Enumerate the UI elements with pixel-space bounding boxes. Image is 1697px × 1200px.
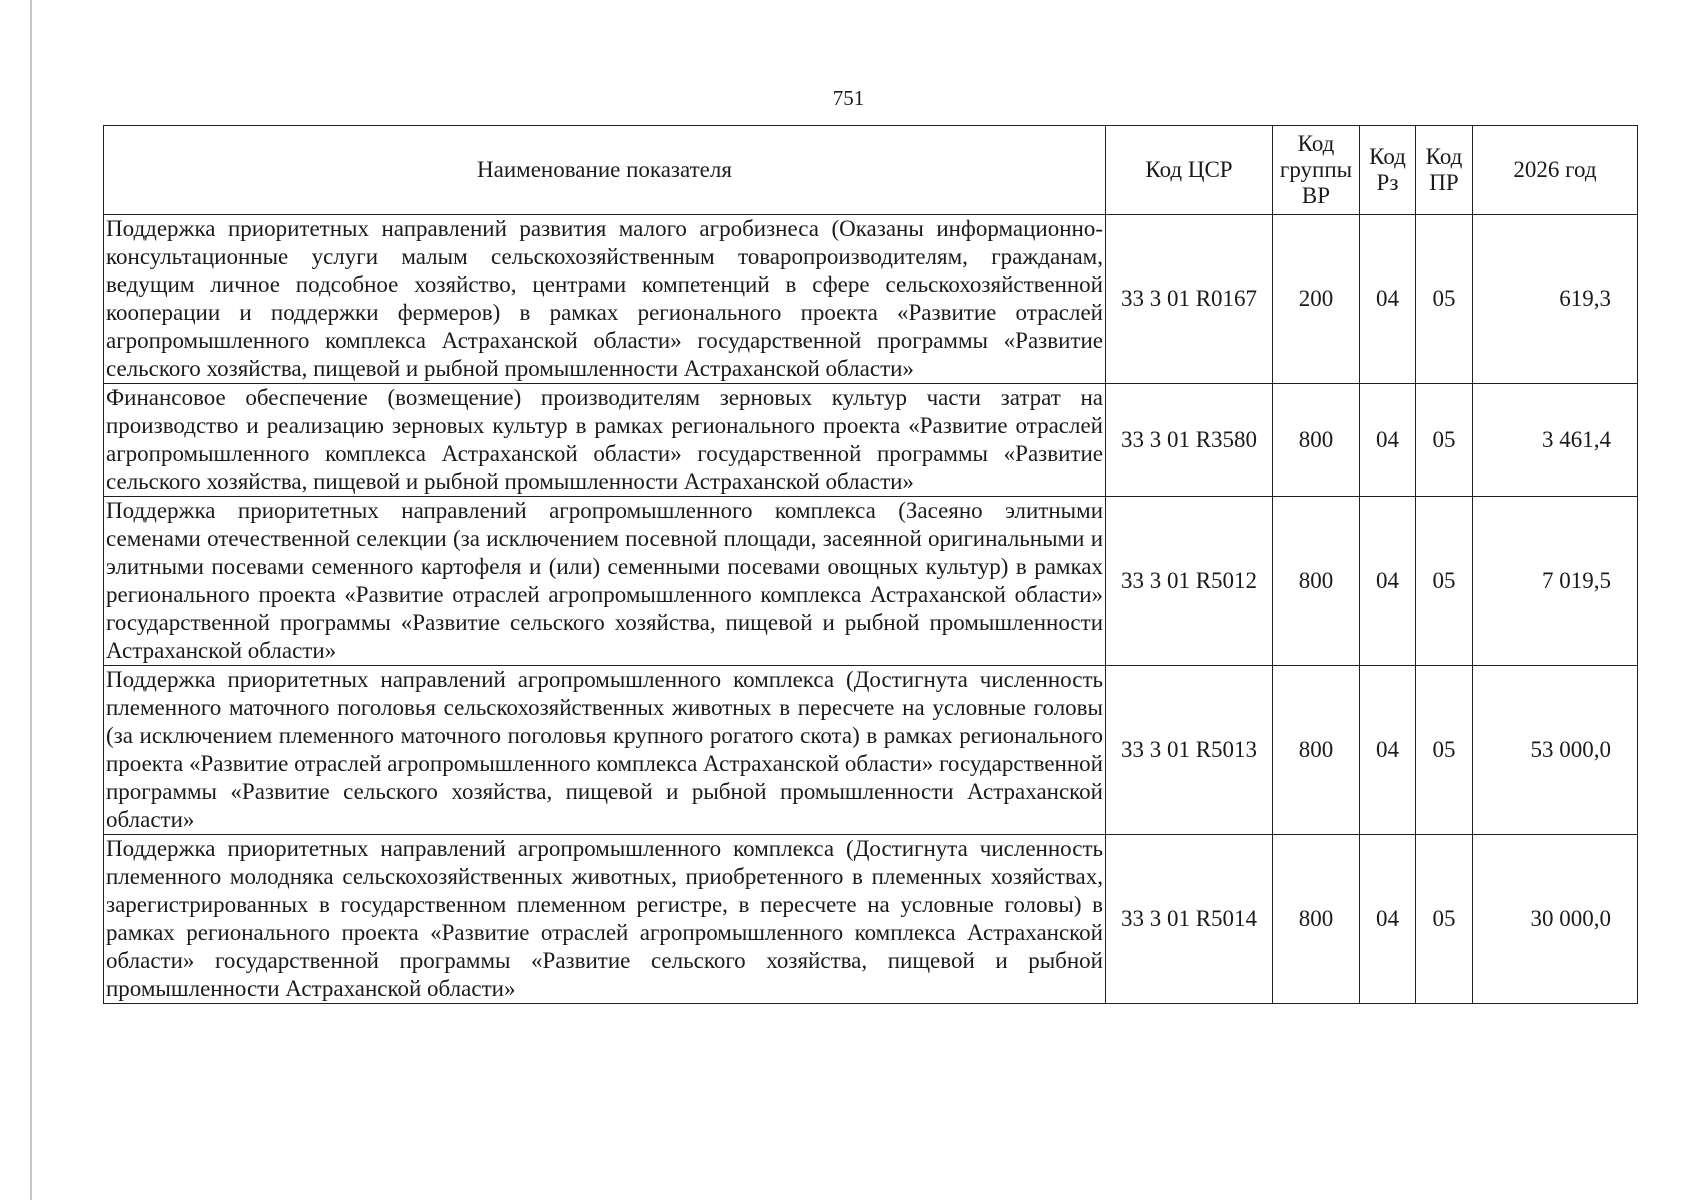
header-rz-code: Код Рз <box>1360 126 1416 215</box>
header-pr-code: Код ПР <box>1416 126 1473 215</box>
row-vr-code: 800 <box>1273 666 1360 835</box>
table-row <box>104 666 1638 835</box>
row-csr-code: 33 3 01 R5014 <box>1106 835 1273 1004</box>
row-csr-code: 33 3 01 R3580 <box>1106 384 1273 497</box>
row-rz-code: 04 <box>1360 497 1416 666</box>
table-row <box>104 384 1638 497</box>
row-indicator-name: Поддержка приоритетных направлений агропромышленного комплекса (Засеяно элитными семенами отечественной селекции (за исключением посевной площади, засеянной оригинальными и элитными посевами семенного картофеля и (или) семенными посевами овощных культур) в рамках регионального проекта «Развитие отраслей агропромышленного комплекса Астраханской области» государственной программы «Развитие сельского хозяйства, пищевой и рыбной промышленности Астраханской области» <box>104 497 1106 666</box>
row-indicator-name: Поддержка приоритетных направлений развития малого агробизнеса (Оказаны информационно-консультационные услуги малым сельскохозяйственным товаропроизводителям, гражданам, ведущим личное подсобное хозяйство, центрами компетенций в сфере сельскохозяйственной кооперации и поддержки фермеров) в рамках регионального проекта «Развитие отраслей агропромышленного комплекса Астраханской области» государственной программы «Развитие сельского хозяйства, пищевой и рыбной промышленности Астраханской области» <box>104 215 1106 384</box>
row-csr-code: 33 3 01 R0167 <box>1106 215 1273 384</box>
row-pr-code: 05 <box>1416 215 1473 384</box>
row-indicator-name: Поддержка приоритетных направлений агропромышленного комплекса (Достигнута численность племенного маточного поголовья сельскохозяйственных животных в пересчете на условные головы (за исключением племенного маточного поголовья крупного рогатого скота) в рамках регионального проекта «Развитие отраслей агропромышленного комплекса Астраханской области» государственной программы «Развитие сельского хозяйства, пищевой и рыбной промышленности Астраханской области» <box>104 666 1106 835</box>
table-header-row <box>104 126 1638 215</box>
row-csr-code: 33 3 01 R5013 <box>1106 666 1273 835</box>
row-rz-code: 04 <box>1360 384 1416 497</box>
table-row <box>104 835 1638 1004</box>
row-vr-code: 200 <box>1273 215 1360 384</box>
row-pr-code: 05 <box>1416 666 1473 835</box>
row-pr-code: 05 <box>1416 384 1473 497</box>
row-amount: 619,3 <box>1473 215 1638 384</box>
header-csr-code: Код ЦСР <box>1106 126 1273 215</box>
row-rz-code: 04 <box>1360 835 1416 1004</box>
row-indicator-name: Финансовое обеспечение (возмещение) производителям зерновых культур части затрат на производство и реализацию зерновых культур в рамках регионального проекта «Развитие отраслей агропромышленного комплекса Астраханской области» государственной программы «Развитие сельского хозяйства, пищевой и рыбной промышленности Астраханской области» <box>104 384 1106 497</box>
header-vr-group-code: Код группы ВР <box>1273 126 1360 215</box>
table-row <box>104 215 1638 384</box>
binding-edge-line <box>30 0 32 1200</box>
row-rz-code: 04 <box>1360 666 1416 835</box>
row-amount: 3 461,4 <box>1473 384 1638 497</box>
row-amount: 53 000,0 <box>1473 666 1638 835</box>
row-indicator-name: Поддержка приоритетных направлений агропромышленного комплекса (Достигнута численность племенного молодняка сельскохозяйственных животных, приобретенного в племенных хозяйствах, зарегистрированных в государственном племенном регистре, в пересчете на условные головы) в рамках регионального проекта «Развитие отраслей агропромышленного комплекса Астраханской области» государственной программы «Развитие сельского хозяйства, пищевой и рыбной промышленности Астраханской области» <box>104 835 1106 1004</box>
row-amount: 7 019,5 <box>1473 497 1638 666</box>
row-vr-code: 800 <box>1273 835 1360 1004</box>
budget-table <box>103 125 1638 1004</box>
row-rz-code: 04 <box>1360 215 1416 384</box>
row-vr-code: 800 <box>1273 384 1360 497</box>
header-year-2026: 2026 год <box>1473 126 1638 215</box>
row-pr-code: 05 <box>1416 497 1473 666</box>
table-row <box>104 497 1638 666</box>
row-vr-code: 800 <box>1273 497 1360 666</box>
row-pr-code: 05 <box>1416 835 1473 1004</box>
row-amount: 30 000,0 <box>1473 835 1638 1004</box>
header-indicator-name: Наименование показателя <box>104 126 1106 215</box>
row-csr-code: 33 3 01 R5012 <box>1106 497 1273 666</box>
page-number: 751 <box>832 86 865 110</box>
